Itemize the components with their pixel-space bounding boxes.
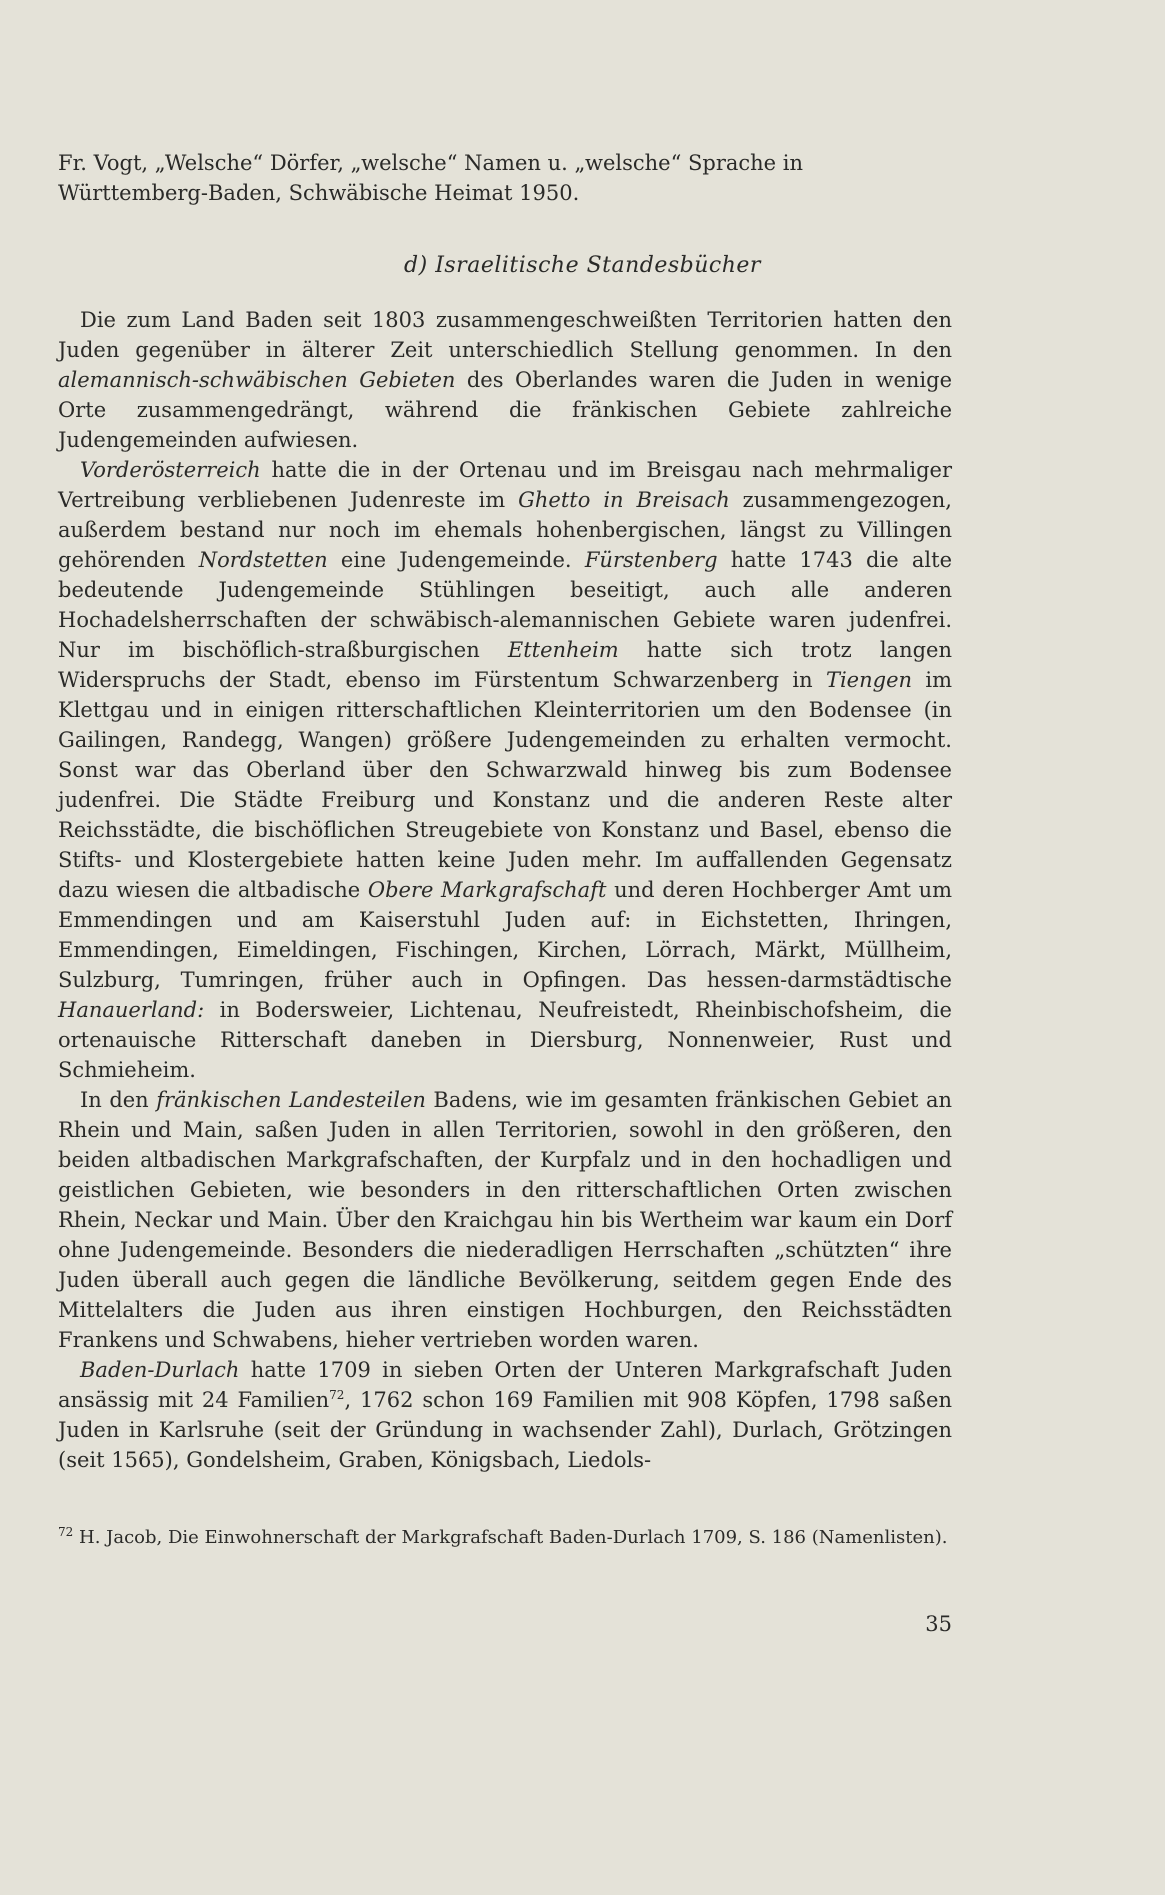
footnote: $^{72}$ H. Jacob, Die Einwohnerschaft der Markgrafschaft Baden-Durlach 1709, S. 186 (Namenlisten). xyxy=(58,1525,948,1548)
paragraph-3: In den fränkischen Landesteilen Badens, wie im gesamten fränkischen Gebiet an Rhein und Main, saßen Juden in allen Territorien, sowohl in den größeren, den beiden altbadischen Markgrafschaften, der Kurpfalz und in den hochadligen und geistlichen Gebieten, wie besonders in den ritterschaftlichen Orten zwischen Rhein, Neckar und Main. Über den Kraichgau hin bis Wertheim war kaum ein Dorf ohne Judengemeinde. Besonders die niederadligen Herrschaften „schützten“ ihre Juden überall auch gegen die ländliche Bevölkerung, seitdem gegen Ende des Mittelalters die Juden aus ihren einstigen Hochburgen, den Reichsstädten Frankens und Schwabens, hieher vertrieben worden waren. xyxy=(58,1088,952,1352)
paragraph-1: Die zum Land Baden seit 1803 zusammengeschweißten Territorien hatten den Juden gegenüber in älterer Zeit unterschiedlich Stellung genommen. In den alemannisch-schwäbischen Gebieten des Oberlandes waren die Juden in wenige Orte zusammengedrängt, während die fränkischen Gebiete zahlreiche Judengemeinden aufwiesen. xyxy=(58,308,952,452)
paragraph-2: Vorderösterreich hatte die in der Ortenau und im Breisgau nach mehrmaliger Vertreibung verbliebenen Judenreste im Ghetto in Breisach zusammengezogen, außerdem bestand nur noch im ehemals hohenbergischen, längst zu Villingen gehörenden Nordstetten eine Judengemeinde. Fürstenberg hatte 1743 die alte bedeutende Judengemeinde Stühlingen beseitigt, auch alle anderen Hochadelsherrschaften der schwäbisch-alemannischen Gebiete waren judenfrei. Nur im bischöflich-straßburgischen Ettenheim hatte sich trotz langen Widerspruchs der Stadt, ebenso im Fürstentum Schwarzenberg in Tiengen im Klettgau und in einigen ritterschaftlichen Kleinterritorien um den Bodensee (in Gailingen, Randegg, Wangen) größere Judengemeinden zu erhalten vermocht. Sonst war das Oberland über den Schwarzwald hinweg bis zum Bodensee judenfrei. Die Städte Freiburg und Konstanz und die anderen Reste alter Reichsstädte, die bischöflichen Streugebiete von Konstanz und Basel, ebenso die Stifts- und Klostergebiete hatten keine Juden mehr. Im auffallenden Gegensatz dazu wiesen die altbadische Obere Markgrafschaft und deren Hochberger Amt um Emmendingen und am Kaiserstuhl Juden auf: in Eichstetten, Ihringen, Emmendingen, Eimeldingen, Fischingen, Kirchen, Lörrach, Märkt, Müllheim, Sulzburg, Tumringen, früher auch in Opfingen. Das hessen-darmstädtische Hanauerland: in Bodersweier, Lichtenau, Neufreistedt, Rheinbischofsheim, die ortenauische Ritterschaft daneben in Diersburg, Nonnenweier, Rust und Schmieheim. xyxy=(58,458,953,1082)
footnote-marker: 72 xyxy=(329,1388,345,1402)
paragraph-4: Baden-Durlach hatte 1709 in sieben Orten der Unteren Markgrafschaft Juden ansässig mit 24 Familien$^{72}$, 1762 schon 169 Familien mit 908 Köpfen, 1798 saßen Juden in Karlsruhe (seit der Gründung in wachsender Zahl), Durlach, Grötzingen (seit 1565), Gondelsheim, Graben, Königsbach, Liedols- xyxy=(58,1358,952,1472)
page-number: 35 xyxy=(925,1612,952,1636)
footnote-number: 72 xyxy=(58,1525,74,1539)
reference-citation: Fr. Vogt, „Welsche“ Dörfer, „welsche“ Namen u. „welsche“ Sprache in Württemberg-Baden, Schwäbische Heimat 1950. xyxy=(58,151,804,205)
body-text xyxy=(58,305,952,1475)
section-heading: d) Israelitische Standesbücher xyxy=(404,253,761,278)
